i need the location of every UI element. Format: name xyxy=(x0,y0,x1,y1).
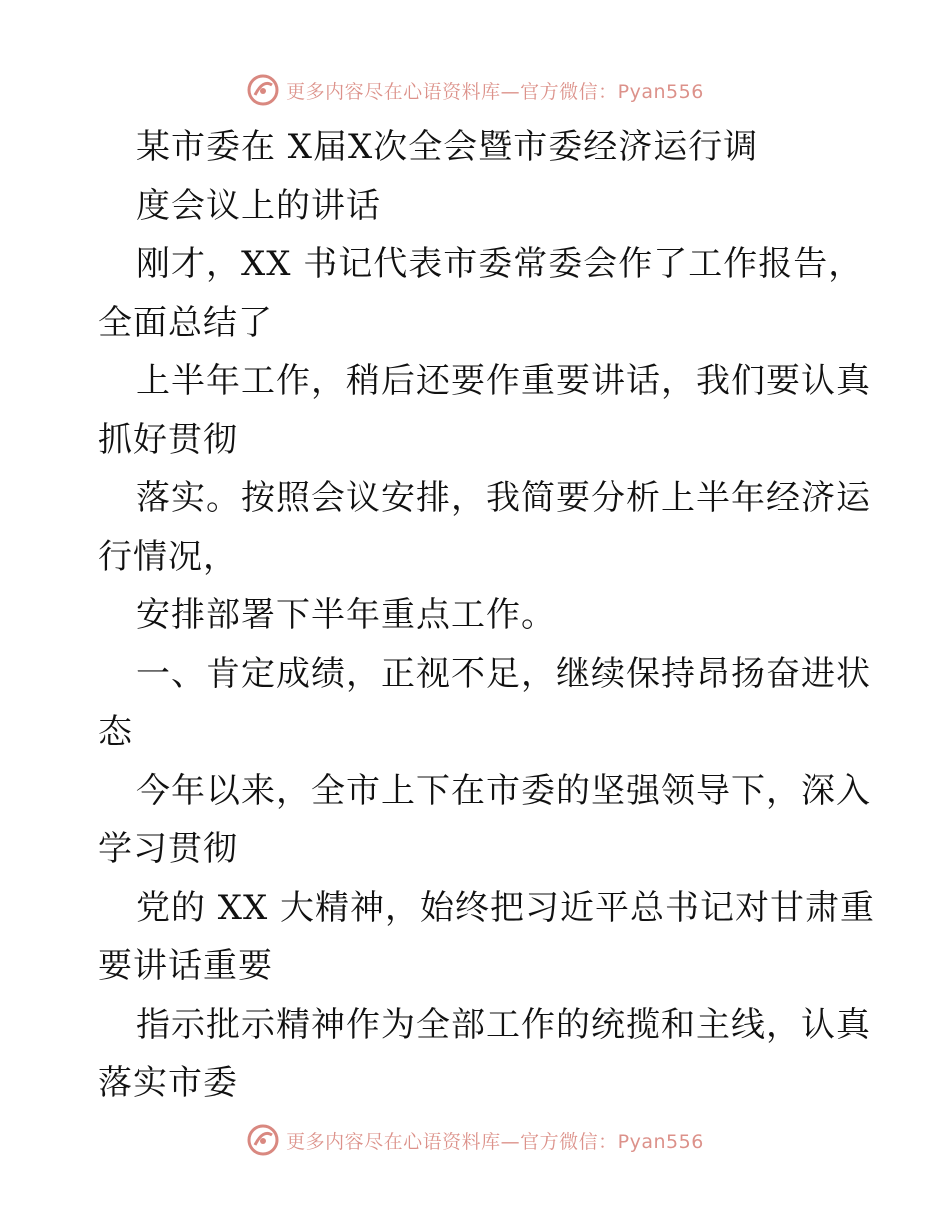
paragraph-line: 要讲话重要 xyxy=(98,946,273,986)
footer-banner-text: 更多内容尽在心语资料库—官方微信：Pyan556 xyxy=(286,1130,704,1153)
header-banner xyxy=(0,70,950,110)
paragraph-line: 指示批示精神作为全部工作的统揽和主线，认真 xyxy=(136,1004,871,1045)
paragraph-line: 上半年工作，稍后还要作重要讲话，我们要认真 xyxy=(136,361,871,401)
paragraph-line: 落实市委 xyxy=(98,1063,238,1103)
title-line: 度会议上的讲话 xyxy=(136,185,381,226)
title-line: 某市委在 X届X次全会暨市委经济运行调 xyxy=(136,127,759,167)
section-heading-line: 态 xyxy=(98,712,133,752)
header-banner-text: 更多内容尽在心语资料库—官方微信：Pyan556 xyxy=(286,80,704,103)
section-heading-line: 一、肯定成绩，正视不足，继续保持昂扬奋进状 xyxy=(136,653,871,694)
footer-banner xyxy=(0,1120,950,1160)
paragraph-line: 党的 XX 大精神，始终把习近平总书记对甘肃重 xyxy=(136,887,876,928)
paragraph-line: 今年以来，全市上下在市委的坚强领导下，深入 xyxy=(136,770,871,811)
paragraph-line: 学习贯彻 xyxy=(98,829,238,869)
paragraph-line: 行情况， xyxy=(98,536,238,577)
paragraph-line: 刚才，XX 书记代表市委常委会作了工作报告， xyxy=(136,244,864,284)
paragraph-line: 全面总结了 xyxy=(98,302,273,343)
paragraph-line: 安排部署下半年重点工作。 xyxy=(136,595,556,635)
document-body xyxy=(98,118,876,1113)
paragraph-line: 抓好贯彻 xyxy=(98,419,238,460)
logo-icon xyxy=(246,73,280,107)
logo-icon xyxy=(246,1123,280,1157)
paragraph-line: 落实。按照会议安排，我简要分析上半年经济运 xyxy=(136,478,871,518)
